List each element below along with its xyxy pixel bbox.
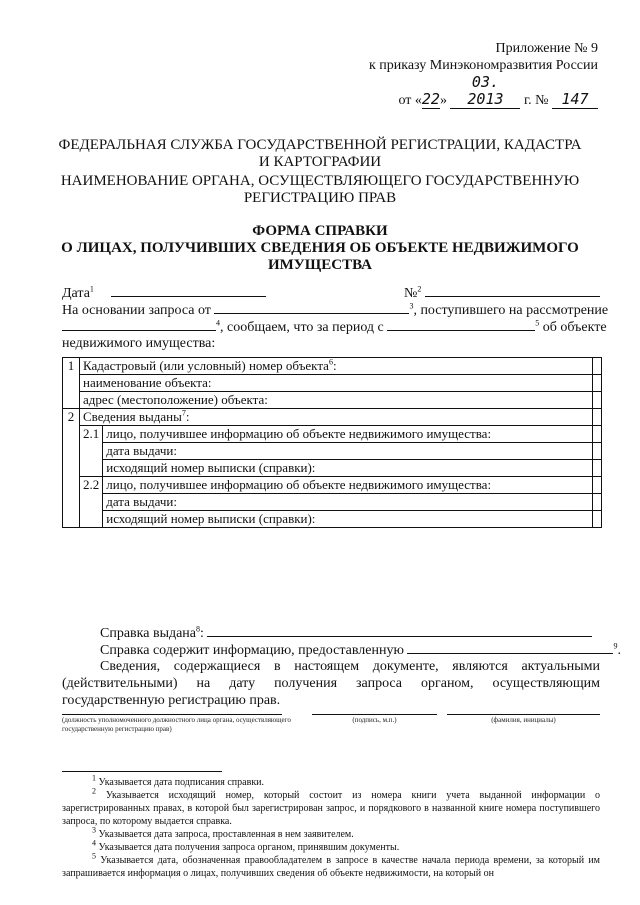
issued-sup: 7 (181, 408, 186, 418)
organ-line-2: РЕГИСТРАЦИЮ ПРАВ (243, 190, 397, 206)
agency-line-2: И КАРТОГРАФИИ (258, 154, 382, 170)
issued-to-row: Справка выдана$^8$: (100, 624, 600, 642)
issue-date-label-2: дата выдачи: (103, 494, 593, 511)
basis-sup: 3 (409, 301, 414, 311)
date-label: Дата (62, 286, 90, 301)
organ-title (40, 173, 600, 207)
issue-date-value-2[interactable] (593, 494, 602, 511)
footnote-3-num: 3 (92, 825, 96, 835)
agency-line-1: ФЕДЕРАЛЬНАЯ СЛУЖБА ГОСУДАРСТВЕННОЙ РЕГИСТРАЦИИ, КАДАСТРА (58, 137, 582, 153)
person-value-2[interactable] (593, 477, 602, 494)
issue-date-value-1[interactable] (593, 443, 602, 460)
address-value[interactable] (593, 392, 602, 409)
table-row (63, 426, 602, 443)
footnote-1 (62, 773, 600, 789)
footnote-1-text: Указывается дата подписания справки. (98, 777, 265, 788)
date-sup: 1 (89, 284, 94, 294)
date-field[interactable] (111, 284, 266, 297)
issued-to-sup: 8 (196, 624, 201, 634)
sign-line[interactable] (312, 714, 437, 715)
footnote-5-text: Указывается дата, обозначенная правообладателем в запросе в качестве начала периода времени, за который им запрашивается информация о лицах, получивших сведения об объекте недвижимости, на который он (62, 855, 601, 879)
person-value-1[interactable] (593, 426, 602, 443)
table-row (63, 375, 602, 392)
outgoing-label-2: исходящий номер выписки (справки): (103, 511, 593, 528)
footnote-4-text: Указывается дата получения запроса органом, принявшим документы. (98, 842, 400, 853)
period-start-field[interactable] (387, 318, 535, 331)
contains-row: Справка содержит информацию, предоставленную $^9$. (100, 641, 621, 658)
footnote-1-num: 1 (92, 773, 96, 783)
footnote-2-num: 2 (92, 786, 96, 796)
approval-sep: » (439, 93, 447, 108)
approval-number: 147 (552, 91, 598, 109)
sup-4: 4 (216, 318, 220, 328)
approval-line-3 (369, 74, 598, 109)
agency-title (40, 137, 600, 171)
info-table (62, 357, 602, 528)
footnote-5-num: 5 (92, 851, 96, 861)
footnote-3 (62, 825, 600, 841)
basis-text: На основании запроса от (62, 303, 211, 318)
cadastral-value[interactable] (593, 358, 602, 375)
contains-field[interactable] (407, 641, 613, 654)
form-title-line-1: ФОРМА СПРАВКИ (252, 223, 388, 239)
outgoing-label-1: исходящий номер выписки (справки): (103, 460, 593, 477)
issued-text: Сведения выданы (83, 409, 182, 424)
issued-to-label: Справка выдана (100, 626, 197, 641)
approval-ot: от « (398, 93, 422, 108)
person-label-1: лицо, получившее информацию об объекте недвижимого имущества: (103, 426, 593, 443)
table-row (63, 477, 602, 494)
approval-day: 22 (421, 90, 440, 108)
received-date-field[interactable] (62, 318, 216, 331)
issued-value[interactable] (593, 409, 602, 426)
sup-5: 5 (535, 318, 540, 328)
sub-2-1-number: 2.1 (80, 426, 103, 477)
row-1-number: 1 (63, 358, 80, 409)
number-sup: 2 (417, 284, 422, 294)
approval-line-2: к приказу Минэкономразвития России (368, 58, 598, 73)
table-row (63, 409, 602, 426)
relevance-text: Сведения, содержащиеся в настоящем документе, являются актуальными (действительными) на дату получения запроса органом, осуществляющим государственную регистрацию прав. (62, 659, 600, 708)
outgoing-value-2[interactable] (593, 511, 602, 528)
approval-g: г. № (520, 93, 552, 108)
position-line[interactable] (62, 714, 282, 715)
table-row (63, 511, 602, 528)
footnote-4 (62, 838, 600, 854)
position-label: (должность уполномоченного должностного лица органа, осуществляющего государственную регистрацию прав) (62, 716, 291, 733)
basis-rest: , поступившего на рассмотрение (413, 303, 609, 318)
footnotes (62, 773, 601, 880)
footnote-2 (62, 786, 601, 828)
table-row (63, 443, 602, 460)
row-2-number: 2 (63, 409, 80, 528)
approval-month-year: 03. 2013 (450, 74, 520, 109)
form-title (40, 223, 600, 274)
table-row (63, 392, 602, 409)
name-line[interactable] (447, 714, 600, 715)
basis-row (62, 301, 609, 319)
organ-line-1: НАИМЕНОВАНИЕ ОРГАНА, ОСУЩЕСТВЛЯЮЩЕГО ГОСУДАРСТВЕННУЮ (60, 173, 580, 189)
cadastral-sup: 6 (328, 357, 333, 367)
sign-label: (подпись, м.п.) (352, 716, 397, 724)
object-name-label: наименование объекта: (80, 375, 593, 392)
approval-line-1: Приложение № 9 (495, 41, 598, 56)
form-title-line-2: О ЛИЦАХ, ПОЛУЧИВШИХ СВЕДЕНИЯ ОБ ОБЪЕКТЕ НЕДВИЖИМОГО (61, 240, 579, 256)
cadastral-text: Кадастровый (или условный) номер объекта (83, 358, 329, 373)
issue-date-label-1: дата выдачи: (103, 443, 593, 460)
realty-row (62, 335, 602, 352)
issued-label: Сведения выданы$^7$: (80, 409, 593, 426)
inform-text: , сообщаем, что за период с (220, 320, 384, 335)
footnote-separator (62, 771, 222, 772)
about-object: об объекте (542, 320, 607, 335)
footnote-4-num: 4 (92, 838, 96, 848)
signature-block (62, 714, 600, 744)
number-group (404, 284, 600, 302)
approval-block (369, 40, 598, 109)
contains-label: Справка содержит информацию, предоставленную (100, 643, 404, 658)
person-label-2: лицо, получившее информацию об объекте недвижимого имущества: (103, 477, 593, 494)
form-title-line-3: ИМУЩЕСТВА (267, 257, 373, 273)
name-label: (фамилия, инициалы) (491, 716, 556, 724)
date-number-row (62, 284, 602, 302)
number-field[interactable] (425, 284, 600, 297)
table-row (63, 358, 602, 375)
footnote-2-text: Указывается исходящий номер, который состоит из номера книги учета выданной информации о зарегистрированных правах, в которой был зарегистрирован запрос, и порядкового в названной книге номера поступившего запроса, по которому выдается справка. (62, 790, 601, 827)
period-row (62, 318, 607, 336)
outgoing-value-1[interactable] (593, 460, 602, 477)
address-label: адрес (местоположение) объекта: (80, 392, 593, 409)
realty-text: недвижимого имущества: (62, 336, 216, 351)
table-row (63, 460, 602, 477)
object-name-value[interactable] (593, 375, 602, 392)
cadastral-label: Кадастровый (или условный) номер объекта$^6$: (80, 358, 593, 375)
sub-2-2-number: 2.2 (80, 477, 103, 528)
issued-to-field[interactable] (207, 624, 592, 637)
request-date-field[interactable] (214, 301, 409, 314)
footnote-5 (62, 851, 601, 880)
contains-sup: 9 (613, 641, 618, 651)
table-row (63, 494, 602, 511)
number-label: № (404, 286, 418, 301)
footnote-3-text: Указывается дата запроса, проставленная в нем заявителем. (98, 829, 354, 840)
